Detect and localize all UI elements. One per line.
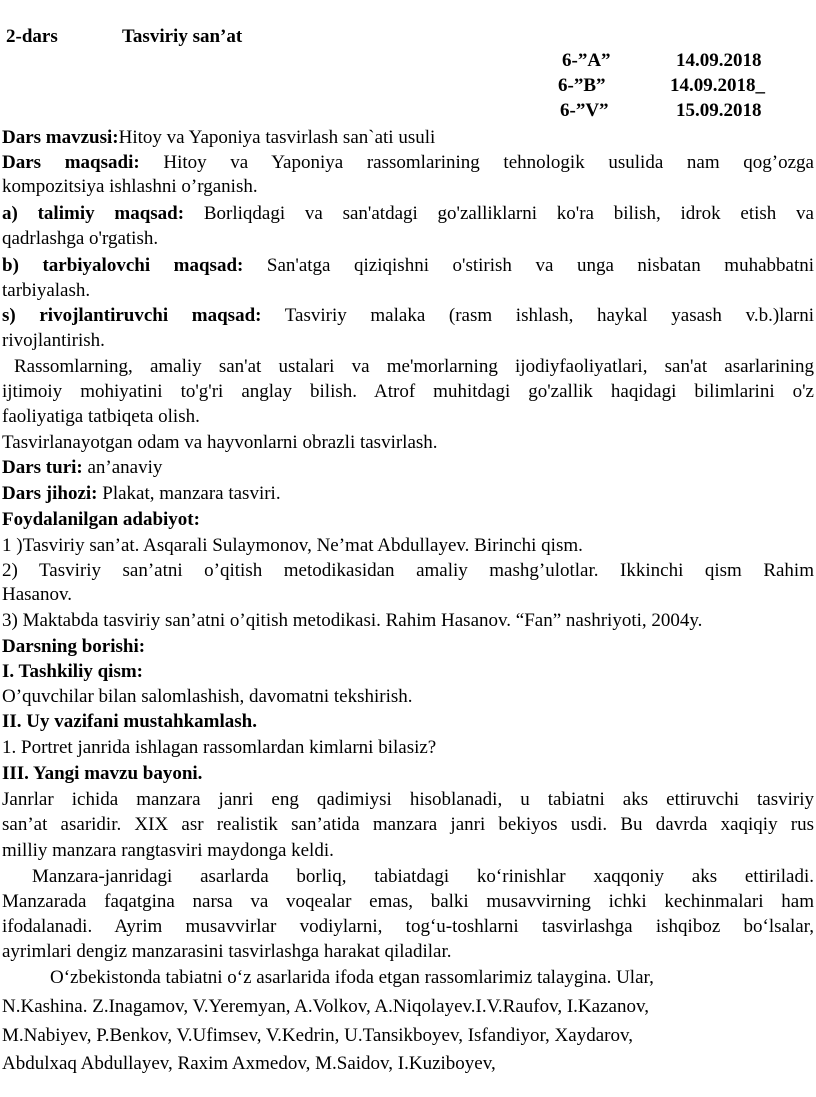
lesson-type-label: Dars turi: (2, 457, 83, 478)
body-line: san’at asaridir. XIX asr realistik san’atida manzara janri bekiyos usdi. Bu davrda xaqiqiy rus (2, 814, 814, 835)
schedule-class: 6-”B” (558, 75, 606, 96)
body-line: Manzara-janridagi asarlarda borliq, tabiatdagi ko‘rinishlar xaqqoniy aks ettiriladi. (32, 866, 814, 887)
body-line: Janrlar ichida manzara janri eng qadimiysi hisoblanadi, u tabiatni aks ettiruvchi tasviriy (2, 789, 814, 810)
body-line: N.Kashina. Z.Inagamov, V.Yeremyan, A.Volkov, A.Niqolayev.I.V.Raufov, I.Kazanov, (2, 996, 649, 1017)
upbringing-aim-label: b) tarbiyalovchi maqsad: (2, 255, 244, 276)
body-line: ayrimlari dengiz manzarasini tasvirlashga harakat qiladilar. (2, 941, 452, 962)
lesson-type-text: an’anaviy (82, 457, 163, 478)
aim-text: Hitoy va Yaponiya rassomlarining tehnologik usulida nam qog’ozga (139, 152, 814, 173)
literature-item: 3) Maktabda tasviriy san’atni o’qitish metodikasi. Rahim Hasanov. “Fan” nashriyoti, 2004y. (2, 610, 703, 631)
develop-aim-label: s) rivojlantiruvchi maqsad: (2, 305, 262, 326)
literature-item: Hasanov. (2, 584, 72, 605)
equipment-label: Dars jihozi: (2, 483, 98, 504)
aim-label: Dars maqsadi: (2, 152, 140, 173)
edu-aim-text: Borliqdagi va san'atdagi go'zalliklarni ko'ra bilish, idrok etish va (184, 203, 814, 224)
paragraph-line: Rassomlarning, amaliy san'at ustalari va me'morlarning ijodiyfaoliyatlari, san'at asarlarining (14, 356, 814, 377)
schedule-date: 15.09.2018 (676, 100, 762, 121)
aim-line-2: kompozitsiya ishlashni o’rganish. (2, 176, 258, 197)
lesson-number: 2-dars (6, 26, 58, 47)
schedule-class: 6-”V” (560, 100, 609, 121)
literature-item: 1 )Tasviriy san’at. Asqarali Sulaymonov, Ne’mat Abdullayev. Birinchi qism. (2, 535, 583, 556)
subject-title: Tasviriy san’at (122, 26, 243, 47)
body-line: M.Nabiyev, P.Benkov, V.Ufimsev, V.Kedrin, U.Tansikboyev, Isfandiyor, Xaydarov, (2, 1025, 633, 1046)
schedule-class: 6-”A” (562, 50, 611, 71)
literature-heading: Foydalanilgan adabiyot: (2, 509, 200, 530)
course-heading: Darsning borishi: (2, 636, 146, 657)
edu-aim-line (2, 203, 814, 225)
equipment-text: Plakat, manzara tasviri. (97, 483, 281, 504)
develop-aim-line (2, 305, 814, 327)
body-line: O‘zbekistonda tabiatni o‘z asarlarida ifoda etgan rassomlarimiz talaygina. Ular, (50, 967, 654, 988)
upbringing-aim-line-2: tarbiyalash. (2, 280, 91, 301)
topic-text: Hitoy va Yaponiya tasvirlash san`ati usuli (118, 127, 436, 148)
paragraph-line: Tasvirlanayotgan odam va hayvonlarni obrazli tasvirlash. (2, 432, 438, 453)
topic-label: Dars mavzusi: (2, 127, 119, 148)
literature-item: 2) Tasviriy san’atni o’qitish metodikasidan amaliy mashg’ulotlar. Ikkinchi qism Rahim (2, 560, 814, 581)
edu-aim-line-2: qadrlashga o'rgatish. (2, 228, 159, 249)
body-line: milliy manzara rangtasviri maydonga keldi. (2, 840, 334, 861)
body-line: Manzarada faqatgina narsa va voqealar emas, balki musavvirning ichki kechinmalari ham (2, 891, 814, 912)
section-text: 1. Portret janrida ishlagan rassomlardan kimlarni bilasiz? (2, 737, 437, 758)
section-title: I. Tashkiliy qism: (2, 661, 143, 682)
aim-line (2, 152, 814, 174)
paragraph-line: faoliyatiga tatbiqeta olish. (2, 406, 200, 427)
schedule-date: 14.09.2018 (676, 50, 762, 71)
develop-aim-line-2: rivojlantirish. (2, 330, 105, 351)
equipment-line (2, 483, 814, 505)
topic-line (2, 127, 814, 149)
develop-aim-text: Tasviriy malaka (rasm ishlash, haykal yasash v.b.)larni (261, 305, 814, 326)
section-text: O’quvchilar bilan salomlashish, davomatni tekshirish. (2, 686, 413, 707)
schedule-date: 14.09.2018_ (670, 75, 765, 96)
upbringing-aim-line (2, 255, 814, 277)
lesson-type-line (2, 457, 814, 479)
edu-aim-label: a) talimiy maqsad: (2, 203, 185, 224)
paragraph-line: ijtimoiy mohiyatini to'g'ri anglay bilish. Atrof muhitdagi go'zallik haqidagi bilimlarini o'z (2, 381, 814, 402)
section-title: II. Uy vazifani mustahkamlash. (2, 711, 257, 732)
upbringing-aim-text: San'atga qiziqishni o'stirish va unga nisbatan muhabbatni (243, 255, 814, 276)
section-title: III. Yangi mavzu bayoni. (2, 763, 203, 784)
body-line: Abdulxaq Abdullayev, Raxim Axmedov, M.Saidov, I.Kuziboyev, (2, 1053, 496, 1074)
body-line: ifodalanadi. Ayrim musavvirlar vodiylarni, tog‘u-toshlarni tasvirlashga ishqiboz bo‘lsalar, (2, 916, 814, 937)
